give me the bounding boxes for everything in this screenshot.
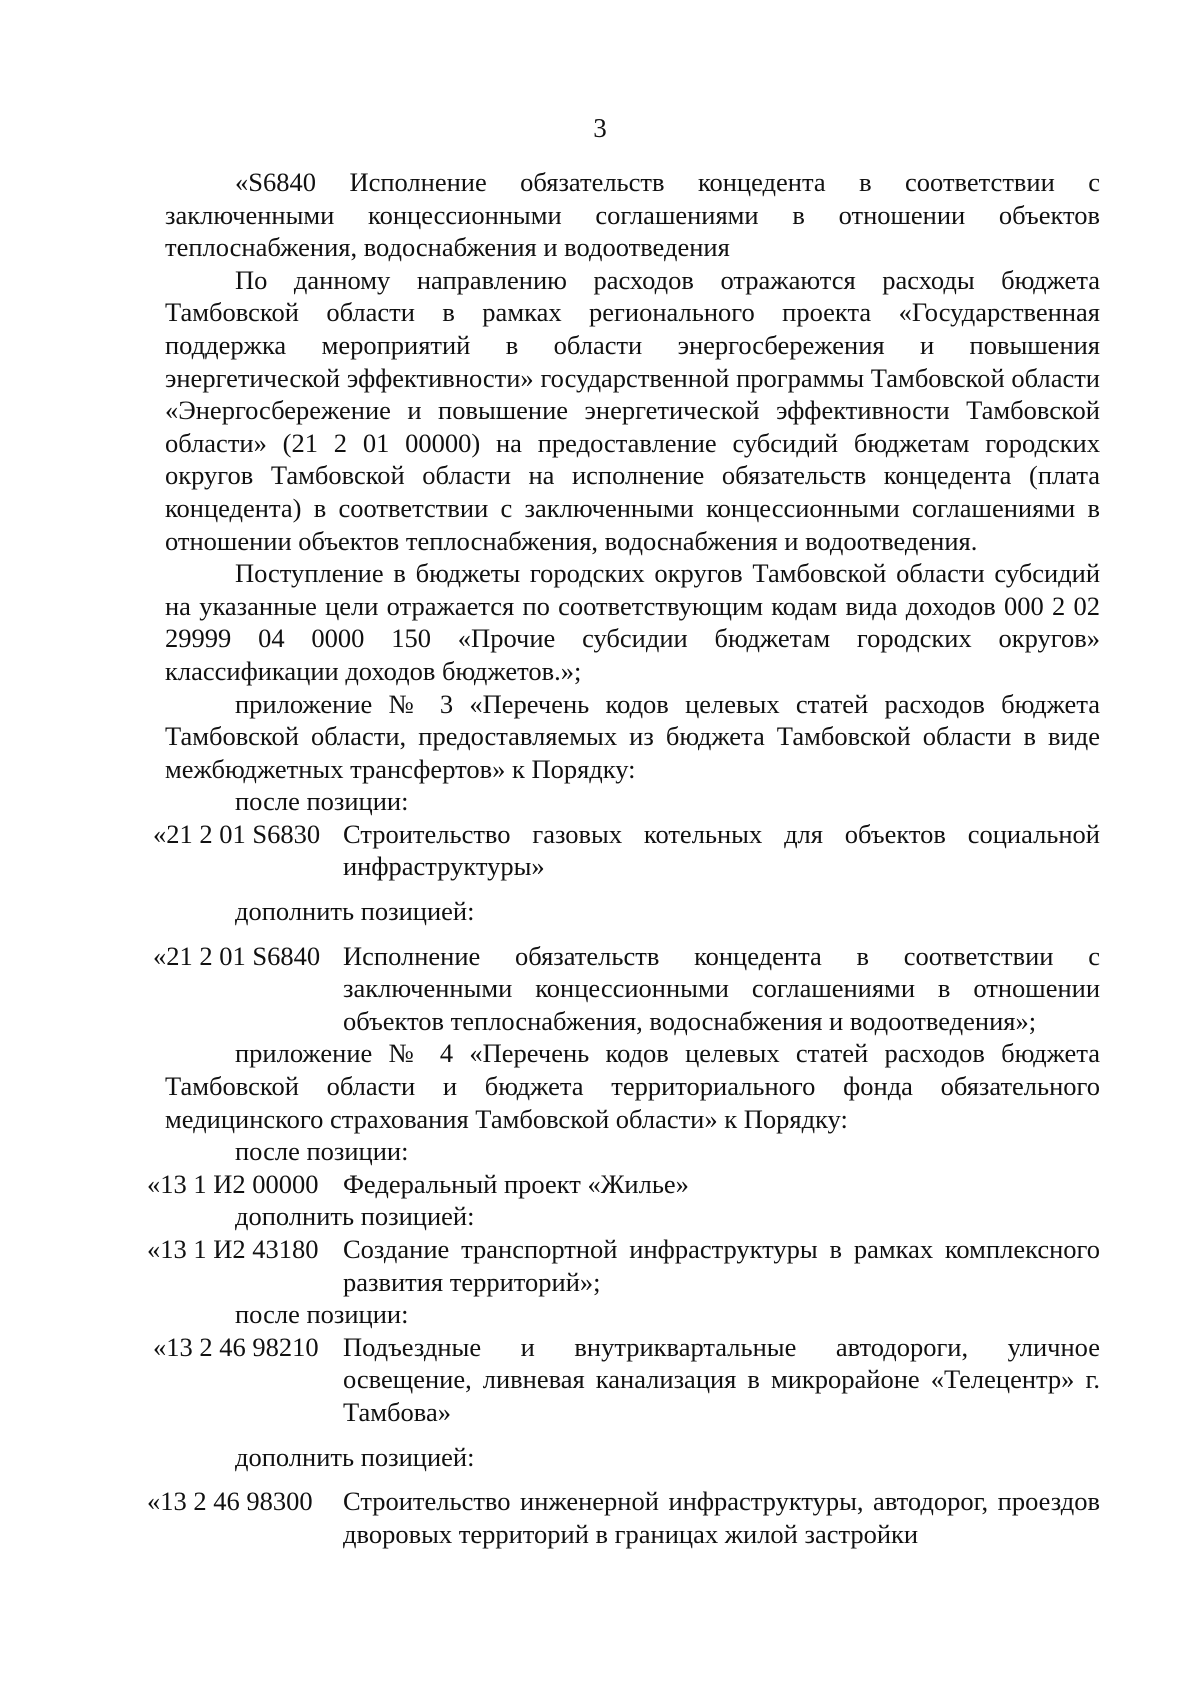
entry-text: Подъездные и внутриквартальные автодороги, уличное освещение, ливневая канализация в микрорайоне «Телецентр» г. Тамбова»	[343, 1331, 1100, 1427]
label-add-position: дополнить позицией:	[235, 896, 475, 927]
entry-text: Создание транспортной инфраструктуры в рамках комплексного развития территорий»;	[343, 1234, 1100, 1297]
entry-13-2-46-98210	[153, 1331, 1100, 1429]
entry-21-2-01-s6840	[153, 940, 1100, 1038]
page-number: 3	[593, 113, 607, 143]
spacer	[165, 928, 1100, 940]
label-after-position: после позиции:	[235, 1299, 409, 1330]
entry-13-2-46-98300	[147, 1485, 1100, 1550]
entry-text: Строительство газовых котельных для объектов социальной инфраструктуры»	[343, 818, 1100, 882]
paragraph-income-description: Поступление в бюджеты городских округов Тамбовской области субсидий на указанные цели отражается по соответствующим кодам вида доходов 000 2 02 29999 04 0000 150 «Прочие субсидии бюджетам городских округов» классификации доходов бюджетов.»;	[165, 558, 1100, 686]
entry-text: Строительство инженерной инфраструктуры, автодорог, проездов дворовых территорий в границах жилой застройки	[343, 1486, 1100, 1549]
spacer	[165, 883, 1100, 895]
paragraph-appendix-3: приложение № 3 «Перечень кодов целевых статей расходов бюджета Тамбовской области, предоставляемых из бюджета Тамбовской области в виде межбюджетных трансфертов» к Порядку:	[165, 688, 1100, 784]
spacer	[165, 1429, 1100, 1441]
entry-21-2-01-s6830	[153, 818, 1100, 883]
entry-code: «13 1 И2 43180	[147, 1234, 319, 1264]
entry-13-1-i2-43180	[147, 1233, 1100, 1298]
entry-code: «13 2 46 98300	[147, 1486, 313, 1517]
paragraph-appendix-4: приложение № 4 «Перечень кодов целевых статей расходов бюджета Тамбовской области и бюджета территориального фонда обязательного медицинского страхования Тамбовской области» к Порядку:	[165, 1038, 1100, 1134]
entry-code: «21 2 01 S6840	[153, 940, 321, 971]
label-after-position: после позиции:	[235, 1136, 409, 1167]
label-after-position: после позиции:	[235, 786, 409, 817]
label-add-position: дополнить позицией:	[235, 1201, 475, 1232]
entry-code: «13 1 И2 00000	[147, 1168, 319, 1199]
label-add-position: дополнить позицией:	[235, 1441, 475, 1472]
entry-code: «21 2 01 S6830	[153, 818, 321, 849]
entry-13-1-i2-00000	[147, 1168, 1100, 1201]
entry-code: «13 2 46 98210	[153, 1331, 319, 1362]
paragraph-expense-description: По данному направлению расходов отражаются расходы бюджета Тамбовской области в рамках регионального проекта «Государственная поддержка мероприятий в области энергосбережения и повышения энергетической эффективности» государственной программы Тамбовской области «Энергосбережение и повышение энергетической эффективности Тамбовской области» (21 2 01 00000) на предоставление субсидий бюджетам городских округов Тамбовской области на исполнение обязательств концедента (плата концедента) в соответствии с заключенными концессионными соглашениями в отношении объектов теплоснабжения, водоснабжения и водоотведения.	[165, 264, 1100, 556]
paragraph-s6840-heading: «S6840 Исполнение обязательств концедента в соответствии с заключенными концессионными соглашениями в отношении объектов теплоснабжения, водоснабжения и водоотведения	[165, 167, 1100, 263]
spacer	[165, 1473, 1100, 1485]
entry-text: Федеральный проект «Жилье»	[343, 1168, 689, 1199]
entry-text: Исполнение обязательств концедента в соответствии с заключенными концессионными соглашениями в отношении объектов теплоснабжения, водоснабжения и водоотведения»;	[343, 940, 1100, 1036]
document-body	[147, 166, 1100, 1550]
